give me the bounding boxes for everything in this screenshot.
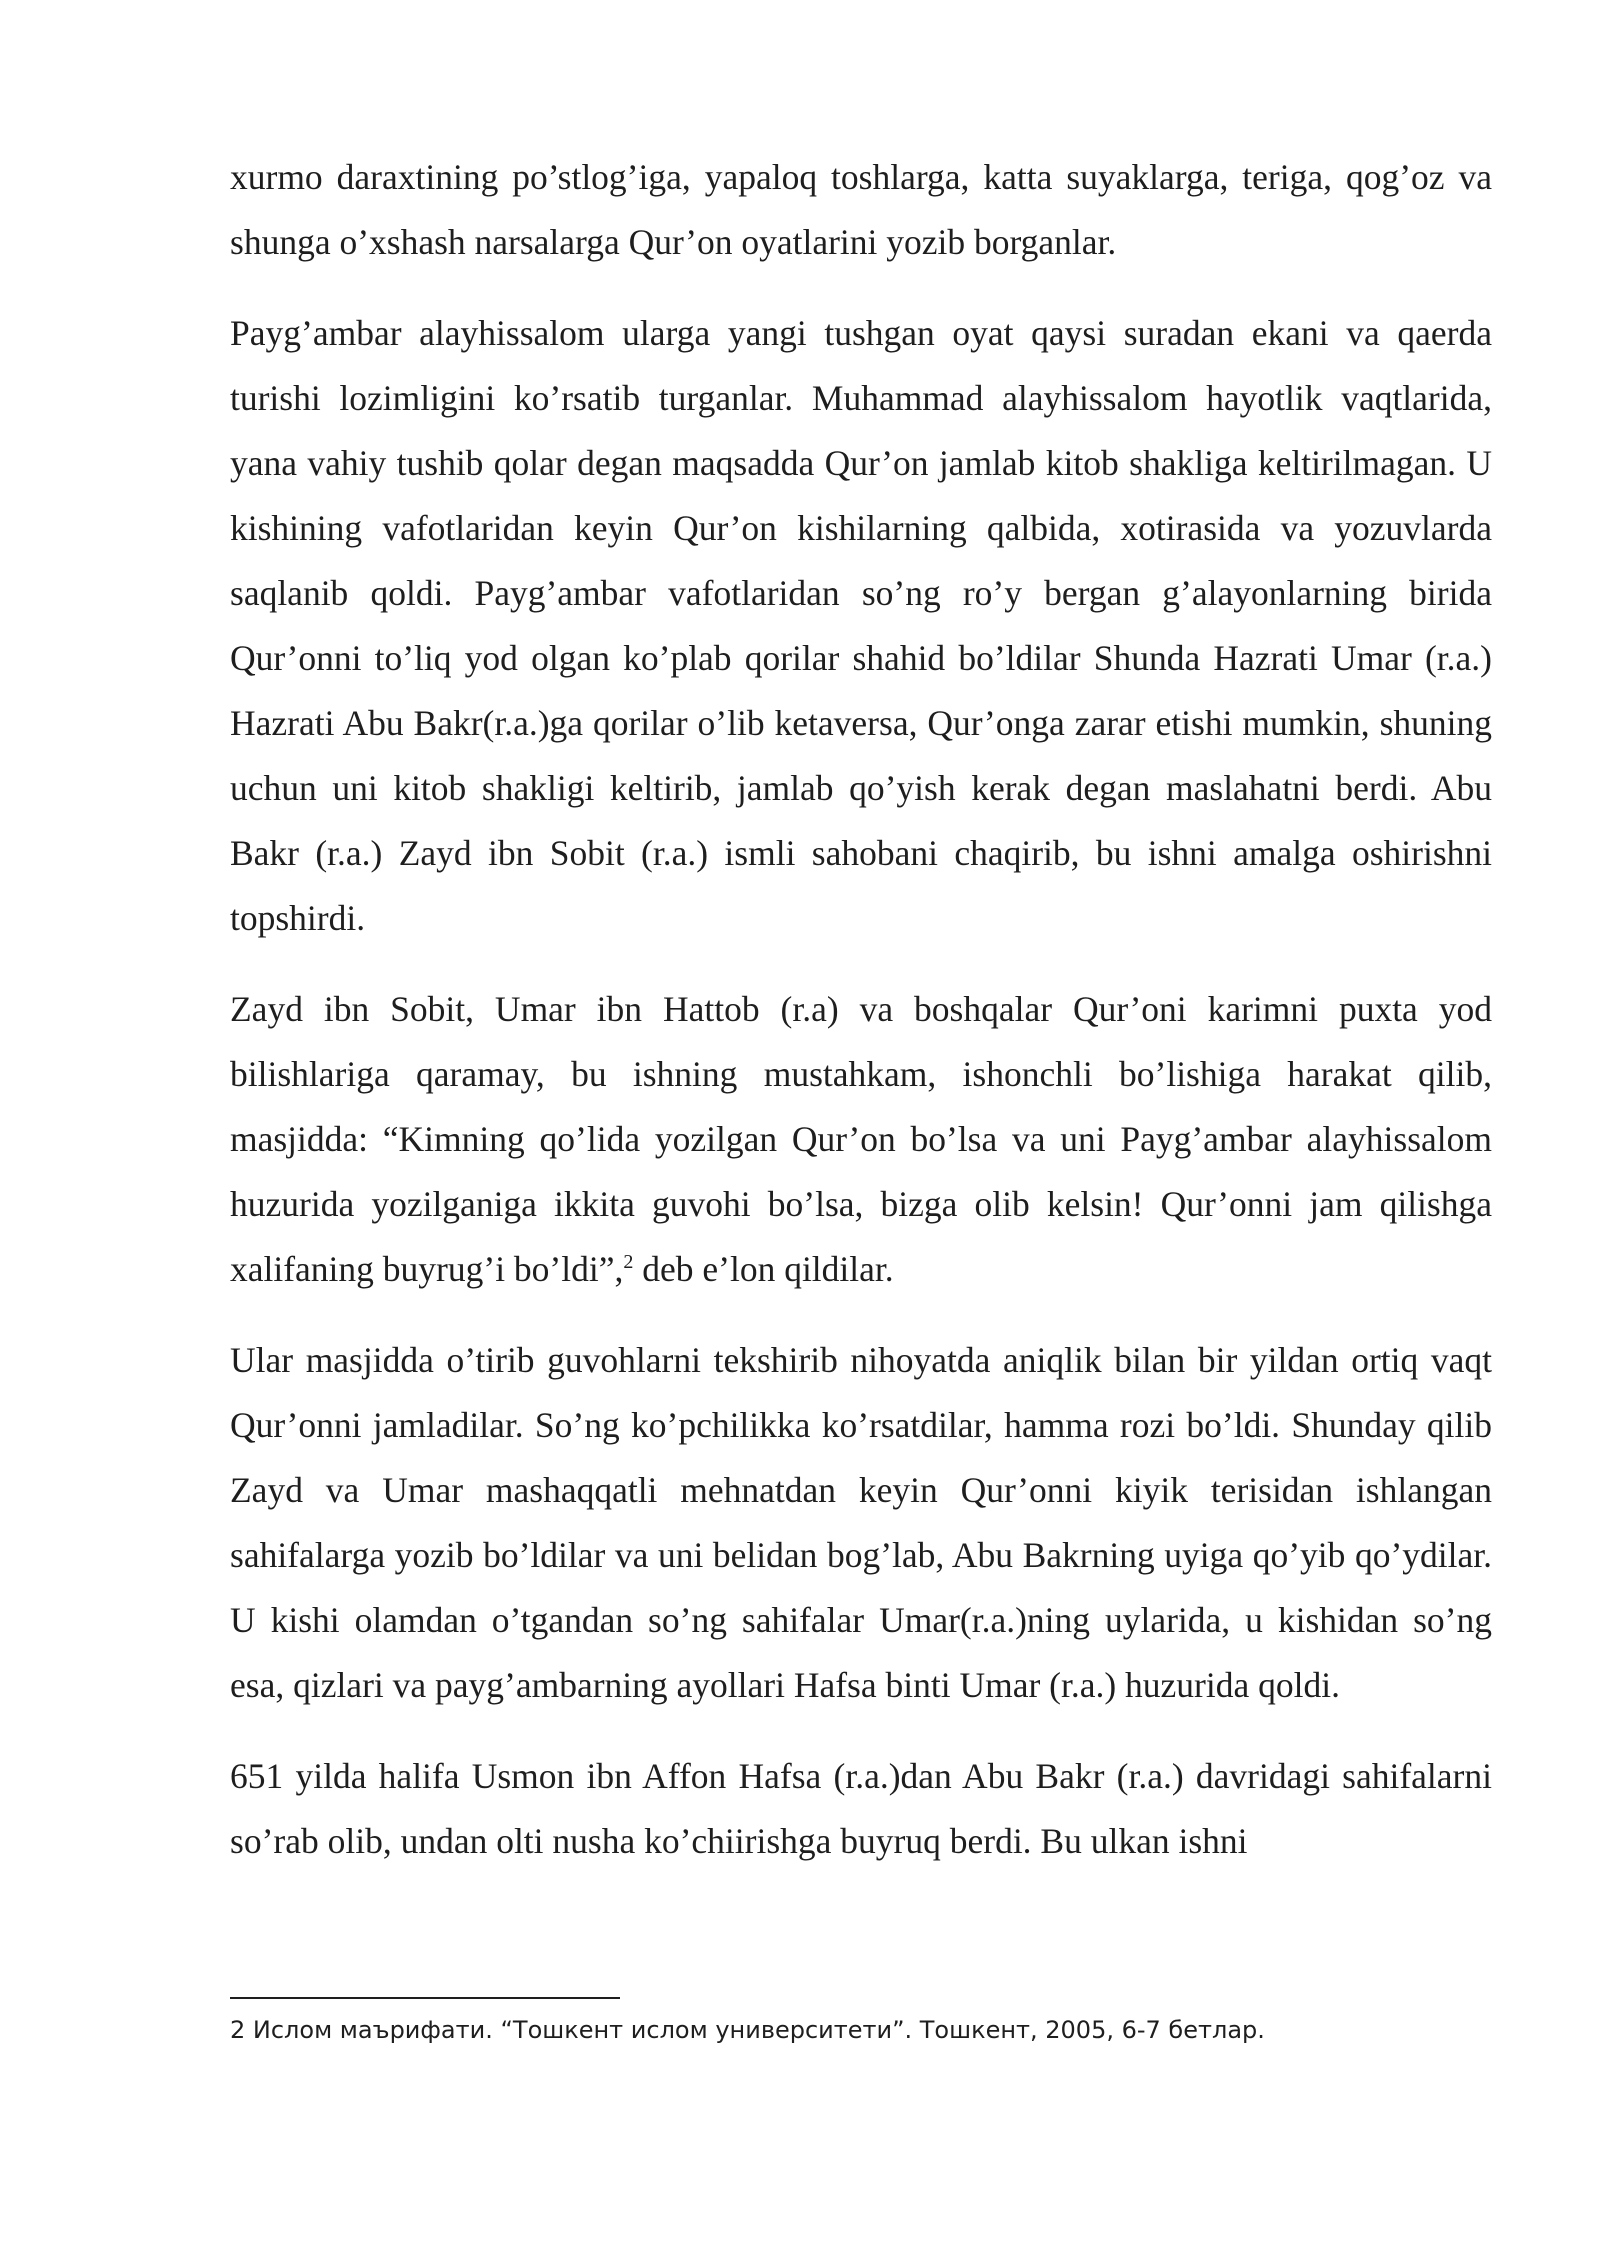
paragraph-3-text-after: deb e’lon qildilar. xyxy=(633,1249,894,1289)
footnote: 2 Ислом маърифати. “Тошкент ислом университети”. Тошкент, 2005, 6-7 бетлар. xyxy=(230,2016,1265,2044)
paragraph-3 xyxy=(230,977,1492,1302)
body-text xyxy=(230,145,1492,1900)
paragraph-2: Payg’ambar alayhissalom ularga yangi tushgan oyat qaysi suradan ekani va qaerda turishi lozimligini ko’rsatib turganlar. Muhammad alayhissalom hayotlik vaqtlarida, yana vahiy tushib qolar degan maqsadda Qur’on jamlab kitob shakliga keltirilmagan. U kishining vafotlaridan keyin Qur’on kishilarning qalbida, xotirasida va yozuvlarda saqlanib qoldi. Payg’ambar vafotlaridan so’ng ro’y bergan g’alayonlarning birida Qur’onni to’liq yod olgan ko’plab qorilar shahid bo’ldilar Shunda Hazrati Umar (r.a.) Hazrati Abu Bakr(r.a.)ga qorilar o’lib ketaversa, Qur’onga zarar etishi mumkin, shuning uchun uni kitob shakligi keltirib, jamlab qo’yish kerak degan maslahatni berdi. Abu Bakr (r.a.) Zayd ibn Sobit (r.a.) ismli sahobani chaqirib, bu ishni amalga oshirishni topshirdi. xyxy=(230,313,1492,938)
paragraph-1: xurmo daraxtining po’stlog’iga, yapaloq toshlarga, katta suyaklarga, teriga, qog’oz va shunga o’xshash narsalarga Qur’on oyatlarini yozib borganlar. xyxy=(230,157,1492,262)
paragraph-3-text: Zayd ibn Sobit, Umar ibn Hattob (r.a) va boshqalar Qur’oni karimni puxta yod bilishlariga qaramay, bu ishning mustahkam, ishonchli bo’lishiga harakat qilib, masjidda: “Kimning qo’lida yozilgan Qur’on bo’lsa va uni Payg’ambar alayhissalom huzurida yozilganiga ikkita guvohi bo’lsa, bizga olib kelsin! Qur’onni jam qilishga xalifaning buyrug’i bo’ldi”, xyxy=(230,989,1492,1289)
footnote-separator xyxy=(230,1997,620,1999)
paragraph-5: 651 yilda halifa Usmon ibn Affon Hafsa (r.a.)dan Abu Bakr (r.a.) davridagi sahifalarni so’rab olib, undan olti nusha ko’chiirishga buyruq berdi. Bu ulkan ishni xyxy=(230,1756,1492,1861)
footnote-reference[interactable]: 2 xyxy=(623,1251,634,1274)
paragraph-4: Ular masjidda o’tirib guvohlarni tekshirib nihoyatda aniqlik bilan bir yildan ortiq vaqt Qur’onni jamladilar. So’ng ko’pchilikka ko’rsatdilar, hamma rozi bo’ldi. Shunday qilib Zayd va Umar mashaqqatli mehnatdan keyin Qur’onni kiyik terisidan ishlangan sahifalarga yozib bo’ldilar va uni belidan bog’lab, Abu Bakrning uyiga qo’yib qo’ydilar. U kishi olamdan o’tgandan so’ng sahifalar Umar(r.a.)ning uylarida, u kishidan so’ng esa, qizlari va payg’ambarning ayollari Hafsa binti Umar (r.a.) huzurida qoldi. xyxy=(230,1340,1492,1705)
